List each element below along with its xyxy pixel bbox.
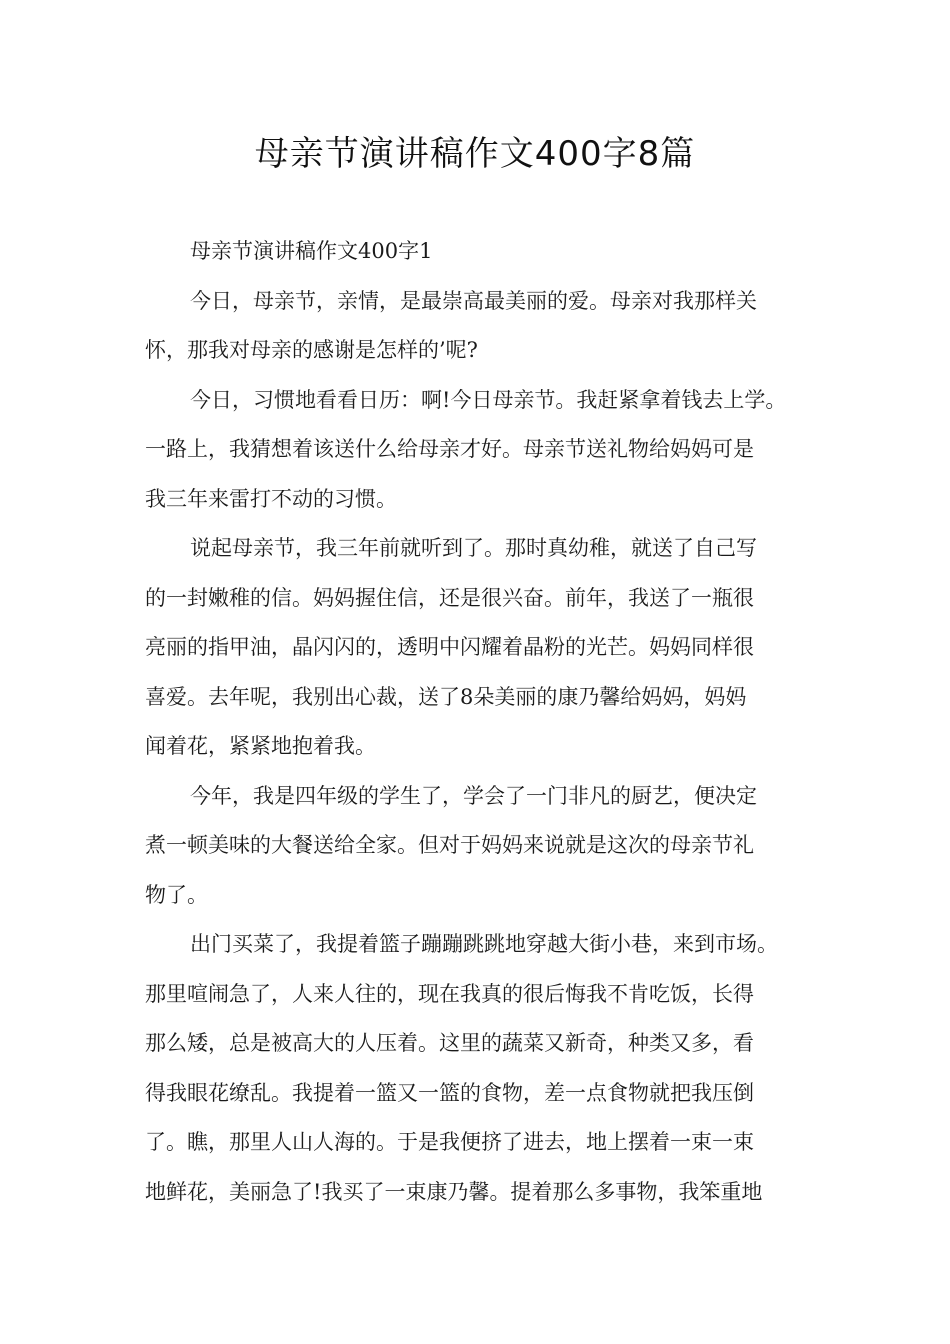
- paragraph: [145, 376, 820, 525]
- text-line: 今日，母亲节，亲情，是最崇高最美丽的爱。母亲对我那样关: [190, 288, 757, 313]
- document-title: 母亲节演讲稿作文400字8篇: [254, 134, 696, 174]
- paragraph: [145, 920, 820, 1217]
- text-line: 那里喧闹急了，人来人往的，现在我真的很后悔我不肯吃饭，长得: [145, 981, 754, 1006]
- text-line: 喜爱。去年呢，我别出心裁，送了8朵美丽的康乃馨给妈妈，妈妈: [145, 684, 747, 709]
- text-line: 得我眼花缭乱。我提着一篮又一篮的食物，差一点食物就把我压倒: [145, 1080, 754, 1105]
- text-line: 的一封嫩稚的信。妈妈握住信，还是很兴奋。前年，我送了一瓶很: [145, 585, 754, 610]
- document-body: [145, 227, 820, 1217]
- text-line: 一路上，我猜想着该送什么给母亲才好。母亲节送礼物给妈妈可是: [145, 437, 754, 461]
- paragraph: [145, 524, 820, 772]
- text-line: 闻着花，紧紧地抱着我。: [145, 734, 376, 758]
- text-line: 我三年来雷打不动的习惯。: [145, 486, 397, 511]
- paragraph: [145, 277, 820, 376]
- text-line: 了。瞧，那里人山人海的。于是我便挤了进去，地上摆着一束一束: [145, 1130, 754, 1154]
- text-line: 煮一顿美味的大餐送给全家。但对于妈妈来说就是这次的母亲节礼: [145, 833, 754, 857]
- text-line: 今年，我是四年级的学生了，学会了一门非凡的厨艺，便决定: [190, 783, 757, 808]
- text-line: 地鲜花，美丽急了!我买了一束康乃馨。提着那么多事物，我笨重地: [145, 1179, 763, 1204]
- paragraph: [145, 772, 820, 921]
- text-line: 怀，那我对母亲的感谢是怎样的’呢?: [145, 338, 478, 362]
- text-line: 出门买菜了，我提着篮子蹦蹦跳跳地穿越大街小巷，来到市场。: [190, 932, 778, 956]
- section-heading: [145, 227, 820, 277]
- text-line: 今日，习惯地看看日历：啊!今日母亲节。我赶紧拿着钱去上学。: [190, 387, 787, 412]
- text-line: 亮丽的指甲油，晶闪闪的，透明中闪耀着晶粉的光芒。妈妈同样很: [145, 635, 754, 659]
- text-line: 说起母亲节，我三年前就听到了。那时真幼稚，就送了自己写: [190, 536, 757, 560]
- text-line: 物了。: [145, 882, 208, 907]
- text-line: 母亲节演讲稿作文400字1: [190, 239, 433, 263]
- text-line: 那么矮，总是被高大的人压着。这里的蔬菜又新奇，种类又多，看: [145, 1031, 754, 1055]
